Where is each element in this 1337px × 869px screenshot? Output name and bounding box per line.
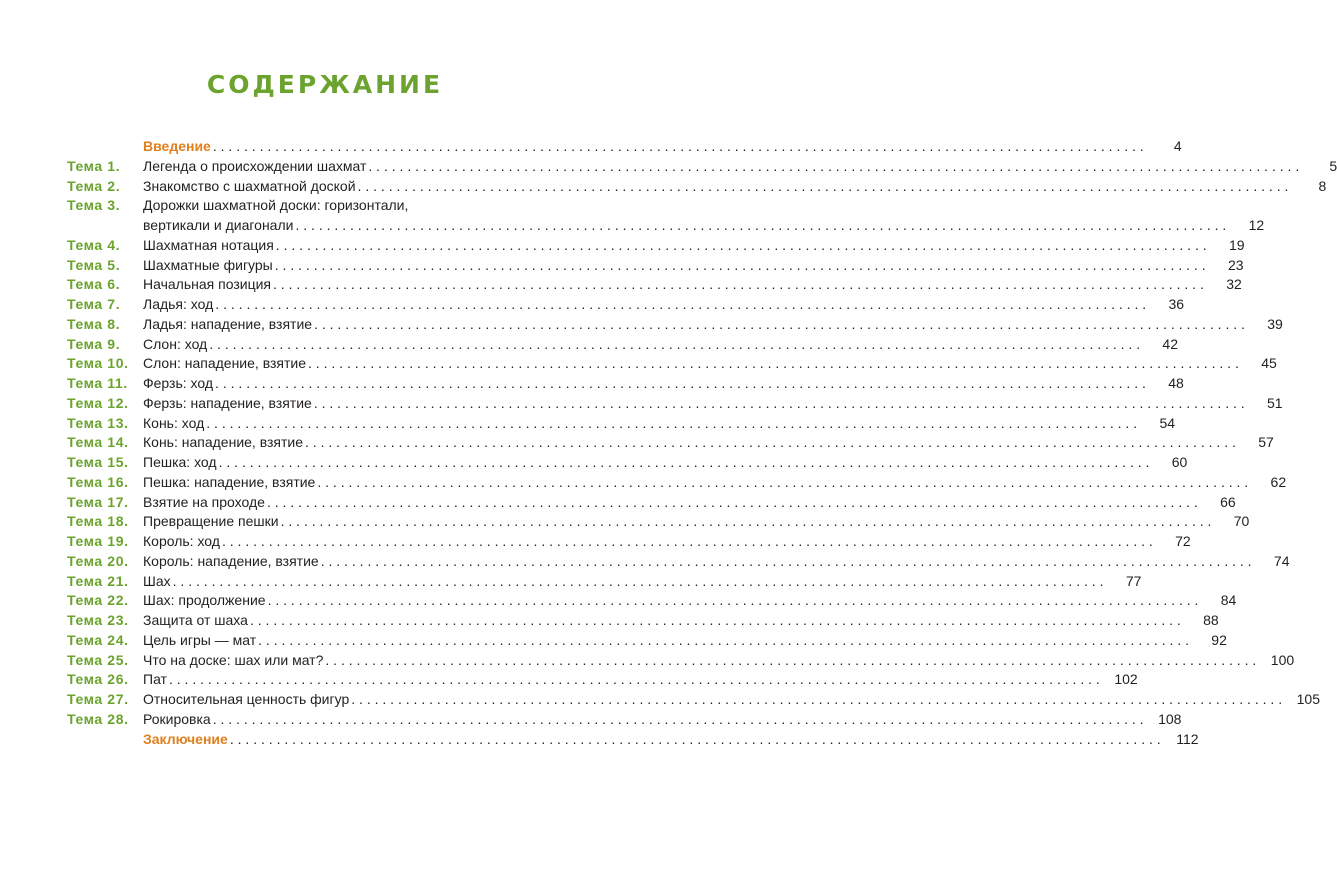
toc-entry[interactable] (67, 256, 1244, 276)
topic-number: Тема 1. (67, 157, 121, 174)
entry-title: Шахматная нотация (143, 236, 274, 253)
toc-entry[interactable] (67, 137, 1182, 157)
dot-leader: ........................................................................................................................ (266, 493, 1202, 510)
entry-title: Превращение пешки (143, 513, 279, 530)
toc-entry[interactable] (67, 315, 1283, 335)
topic-number: Тема 25. (67, 651, 129, 668)
toc-entry[interactable] (67, 275, 1242, 295)
entry-body (143, 414, 1176, 434)
toc-entry[interactable] (67, 157, 1337, 177)
toc-entry[interactable] (67, 394, 1283, 414)
page-number: 42 (1162, 335, 1178, 352)
page-number: 54 (1159, 414, 1176, 431)
entry-body (143, 196, 1265, 236)
toc-entry[interactable] (67, 236, 1245, 256)
dot-leader: ........................................................................................................................ (267, 592, 1203, 609)
entry-title: Относительная ценность фигур (143, 691, 350, 707)
toc-entry[interactable] (67, 552, 1290, 572)
entry-body (143, 177, 1327, 197)
dot-leader: ........................................................................................................................ (212, 710, 1148, 727)
topic-number: Тема 28. (67, 710, 129, 727)
entry-body (143, 611, 1219, 631)
dot-leader: ........................................................................................................................ (212, 138, 1148, 154)
toc-entry[interactable] (67, 433, 1274, 453)
entry-title: Пешка: ход (143, 454, 217, 470)
topic-number: Тема 22. (67, 592, 129, 609)
topic-number: Тема 7. (67, 296, 121, 312)
entry-body (143, 275, 1242, 295)
toc-entry[interactable] (67, 512, 1250, 532)
entry-body (143, 512, 1250, 532)
table-of-contents (67, 137, 1337, 749)
dot-leader: ........................................................................................................................ (218, 454, 1154, 470)
page-number: 112 (1176, 730, 1199, 747)
dot-leader: ........................................................................................................................ (274, 256, 1210, 273)
page-number: 62 (1270, 473, 1287, 490)
topic-number: Тема 17. (67, 493, 129, 510)
entry-body (143, 532, 1191, 552)
dot-leader: ........................................................................................................................ (368, 157, 1304, 174)
page-number: 70 (1233, 513, 1250, 530)
entry-body (143, 631, 1227, 651)
entry-title: Заключение (143, 730, 228, 747)
toc-entry[interactable] (67, 196, 1265, 236)
topic-number: Тема 13. (67, 414, 129, 431)
entry-title: Начальная позиция (143, 276, 271, 293)
page-number: 100 (1270, 651, 1295, 668)
topic-number: Тема 3. (67, 197, 121, 214)
page-number: 51 (1267, 394, 1283, 411)
entry-body (143, 137, 1182, 157)
entry-title: Цель игры — мат (143, 631, 257, 648)
dot-leader: ........................................................................................................................ (280, 513, 1216, 530)
page-number: 77 (1125, 572, 1142, 589)
entry-body (143, 453, 1188, 473)
entry-body (143, 354, 1277, 374)
toc-entry[interactable] (67, 730, 1199, 750)
page-title: СОДЕРЖАНИЕ (206, 70, 444, 99)
page-number: 39 (1267, 315, 1283, 332)
toc-entry[interactable] (67, 473, 1287, 493)
page-number: 108 (1158, 710, 1182, 727)
page-number: 48 (1168, 375, 1184, 391)
toc-entry[interactable] (67, 690, 1320, 710)
entry-body (143, 670, 1138, 690)
topic-number: Тема 15. (67, 454, 129, 470)
entry-body (143, 236, 1245, 256)
entry-title-first-line: Дорожки шахматной доски: горизонтали, (143, 197, 409, 214)
topic-number: Тема 8. (67, 315, 121, 332)
topic-number: Тема 4. (67, 236, 121, 253)
topic-number: Тема 6. (67, 276, 121, 293)
toc-entry[interactable] (67, 572, 1142, 592)
entry-body (143, 651, 1295, 671)
page-number: 19 (1228, 236, 1245, 253)
entry-title: Король: нападение, взятие (143, 552, 319, 569)
dot-leader: ........................................................................................................................ (325, 651, 1261, 668)
entry-title: Шах: продолжение (143, 592, 266, 609)
dot-leader: ........................................................................................................................ (172, 572, 1108, 589)
page-number: 60 (1171, 454, 1188, 470)
topic-number: Тема 2. (67, 177, 121, 194)
topic-number: Тема 14. (67, 434, 129, 451)
topic-number: Тема 16. (67, 473, 129, 490)
topic-number: Тема 5. (67, 256, 121, 273)
page-number: 12 (1248, 217, 1265, 233)
topic-number: Тема 20. (67, 552, 129, 569)
page-number: 72 (1175, 533, 1191, 549)
entry-body (143, 256, 1244, 276)
entry-body (143, 157, 1337, 177)
entry-title: Конь: нападение, взятие (143, 434, 304, 451)
toc-entry[interactable] (67, 414, 1176, 434)
dot-leader: ........................................................................................................................ (305, 434, 1240, 451)
toc-entry[interactable] (67, 710, 1182, 730)
entry-body (143, 552, 1290, 572)
toc-entry[interactable] (67, 374, 1184, 394)
dot-leader: ........................................................................................................................ (357, 177, 1293, 194)
page-number: 32 (1226, 276, 1242, 293)
page-number: 84 (1220, 592, 1237, 609)
dot-leader: ........................................................................................................................ (229, 730, 1165, 747)
page-number: 66 (1220, 493, 1236, 510)
dot-leader: ........................................................................................................................ (215, 375, 1150, 391)
page-number: 36 (1168, 296, 1185, 312)
entry-body (143, 493, 1236, 513)
page-number: 74 (1273, 552, 1290, 569)
entry-body (143, 295, 1185, 315)
toc-entry[interactable] (67, 611, 1219, 631)
toc-entry[interactable] (67, 631, 1227, 651)
entry-body (143, 730, 1199, 750)
dot-leader: ........................................................................................................................ (221, 533, 1157, 549)
dot-leader: ........................................................................................................................ (273, 276, 1208, 293)
entry-title: Слон: ход (143, 335, 208, 352)
entry-title: Легенда о происхождении шахмат (143, 157, 367, 174)
entry-body (143, 572, 1142, 592)
entry-body (143, 473, 1287, 493)
toc-entry[interactable] (67, 651, 1295, 671)
topic-number: Тема 9. (67, 335, 121, 352)
topic-number: Тема 18. (67, 513, 129, 530)
topic-number: Тема 24. (67, 631, 129, 648)
dot-leader: ........................................................................................................................ (308, 355, 1243, 372)
page-number: 4 (1173, 138, 1182, 154)
entry-title: Конь: ход (143, 414, 205, 431)
page-number: 57 (1258, 434, 1274, 451)
toc-entry[interactable] (67, 335, 1178, 355)
toc-entry[interactable] (67, 532, 1191, 552)
dot-leader: ........................................................................................................................ (258, 631, 1193, 648)
page-number: 105 (1296, 691, 1320, 707)
entry-title: Пешка: нападение, взятие (143, 473, 316, 490)
toc-entry[interactable] (67, 670, 1138, 690)
entry-body (143, 433, 1274, 453)
dot-leader: ........................................................................................................................ (206, 414, 1142, 431)
entry-title: Знакомство с шахматной доской (143, 177, 356, 194)
entry-title: Шахматные фигуры (143, 256, 273, 273)
entry-title: вертикали и диагонали (143, 217, 294, 233)
dot-leader: ........................................................................................................................ (295, 217, 1231, 233)
entry-title: Взятие на проходе (143, 493, 265, 510)
entry-title: Король: ход (143, 533, 220, 549)
topic-number: Тема 27. (67, 691, 129, 707)
toc-entry[interactable] (67, 453, 1188, 473)
page-number: 8 (1318, 177, 1327, 194)
toc-entry[interactable] (67, 295, 1185, 315)
entry-body (143, 710, 1182, 730)
toc-entry[interactable] (67, 591, 1237, 611)
toc-entry[interactable] (67, 493, 1236, 513)
dot-leader: ........................................................................................................................ (314, 315, 1249, 332)
topic-number: Тема 23. (67, 612, 129, 628)
dot-leader: ........................................................................................................................ (351, 691, 1286, 707)
entry-title: Ферзь: нападение, взятие (143, 394, 312, 411)
topic-number: Тема 10. (67, 355, 129, 372)
entry-body (143, 374, 1184, 394)
page-number: 23 (1227, 256, 1244, 273)
dot-leader: ........................................................................................................................ (317, 473, 1253, 490)
dot-leader: ........................................................................................................................ (168, 671, 1104, 688)
topic-number: Тема 11. (67, 375, 128, 391)
toc-entry[interactable] (67, 177, 1327, 197)
topic-number: Тема 12. (67, 394, 129, 411)
dot-leader: ........................................................................................................................ (320, 552, 1256, 569)
entry-title: Ладья: ход (143, 296, 214, 312)
dot-leader: ........................................................................................................................ (249, 612, 1185, 628)
page-number: 5 (1329, 157, 1337, 174)
entry-body (143, 335, 1178, 355)
entry-title: Шах (143, 572, 171, 589)
entry-title: Введение (143, 138, 211, 154)
dot-leader: ........................................................................................................................ (215, 296, 1151, 312)
topic-number: Тема 21. (67, 572, 129, 589)
dot-leader: ........................................................................................................................ (209, 335, 1144, 352)
entry-title: Ладья: нападение, взятие (143, 315, 313, 332)
entry-title: Рокировка (143, 710, 211, 727)
page-number: 45 (1261, 355, 1277, 372)
entry-title: Пат (143, 671, 167, 688)
entry-title: Защита от шаха (143, 612, 248, 628)
page-number: 88 (1203, 612, 1219, 628)
entry-title: Ферзь: ход (143, 375, 214, 391)
entry-body (143, 690, 1320, 710)
toc-entry[interactable] (67, 354, 1277, 374)
topic-number: Тема 26. (67, 671, 129, 688)
entry-body (143, 591, 1237, 611)
page-number: 102 (1114, 671, 1138, 688)
page-number: 92 (1211, 631, 1227, 648)
dot-leader: ........................................................................................................................ (313, 394, 1249, 411)
entry-body (143, 394, 1283, 414)
entry-body (143, 315, 1283, 335)
entry-title: Что на доске: шах или мат? (143, 651, 324, 668)
topic-number: Тема 19. (67, 533, 129, 549)
entry-title: Слон: нападение, взятие (143, 355, 306, 372)
dot-leader: ........................................................................................................................ (275, 236, 1211, 253)
